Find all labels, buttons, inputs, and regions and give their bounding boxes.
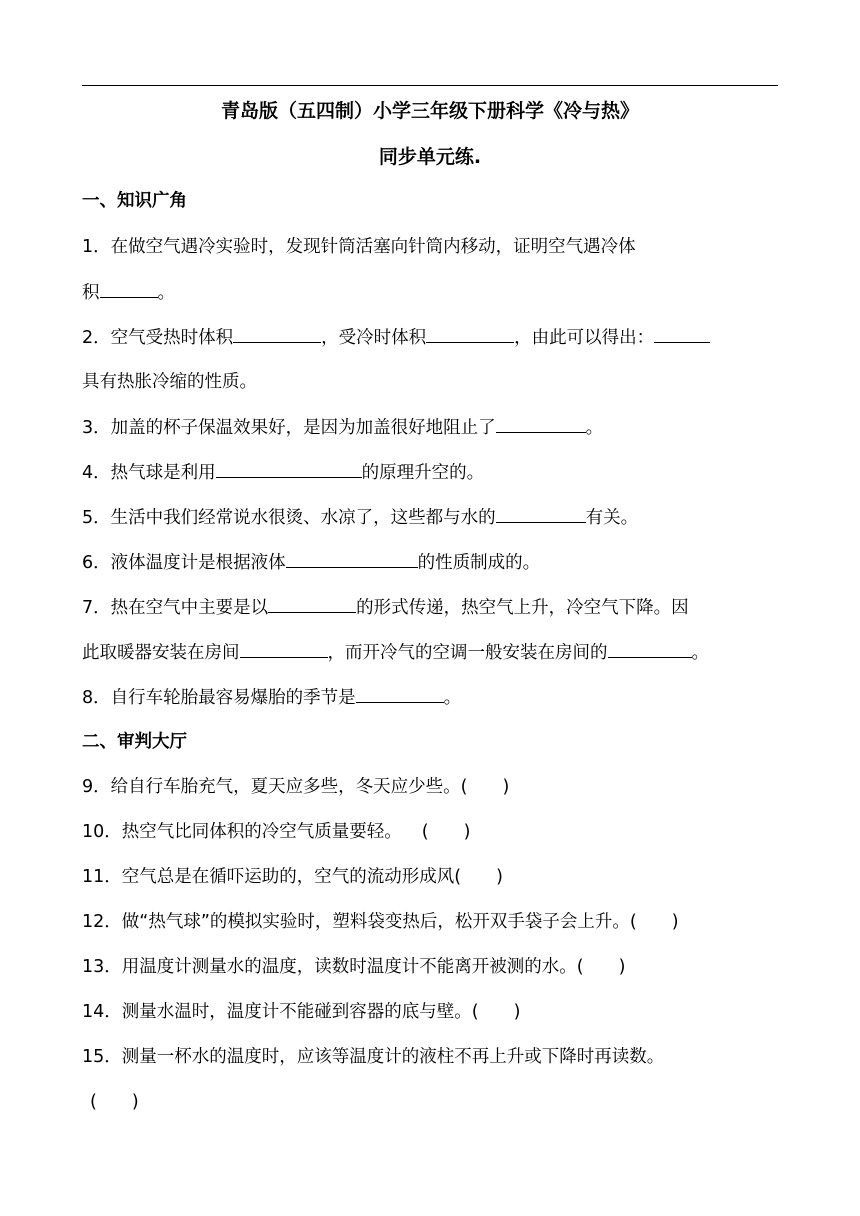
question-text: 的原理升空的。 (361, 463, 485, 483)
question-8 (82, 685, 782, 710)
answer-blank[interactable] (608, 640, 692, 658)
answer-blank[interactable] (216, 460, 362, 478)
answer-parentheses[interactable]: ( ) (421, 822, 471, 842)
header-rule (82, 85, 778, 86)
question-11 (82, 865, 782, 889)
answer-blank[interactable] (356, 685, 444, 703)
section-heading-knowledge: 一、知识广角 (82, 191, 187, 211)
question-text: ，而开冷气的空调一般安装在房间的 (327, 643, 608, 663)
answer-blank[interactable] (654, 325, 710, 343)
question-text: 。 (157, 283, 175, 303)
question-text: 6．液体温度计是根据液体 (82, 553, 286, 573)
question-text: 8．自行车轮胎最容易爆胎的季节是 (82, 688, 356, 708)
question-text: 此取暖器安装在房间 (82, 643, 240, 663)
answer-parentheses[interactable]: ( ) (576, 957, 626, 977)
question-5 (82, 505, 782, 530)
question-15-line-2 (90, 1090, 790, 1114)
question-text: 14．测量水温时，温度计不能碰到容器的底与壁。 (82, 1002, 472, 1022)
question-12 (82, 910, 782, 934)
question-text: 5．生活中我们经常说水很烫、水凉了，这些都与水的 (82, 508, 496, 528)
answer-parentheses[interactable]: ( ) (471, 1002, 521, 1022)
answer-blank[interactable] (286, 550, 418, 568)
answer-parentheses[interactable]: ( ) (629, 912, 679, 932)
answer-blank[interactable] (268, 595, 356, 613)
answer-blank[interactable] (240, 640, 328, 658)
question-2-line-2 (82, 370, 782, 394)
question-text: 9．给自行车胎充气，夏天应多些，冬天应少些。 (82, 777, 461, 797)
question-7-line-1 (82, 595, 782, 620)
answer-blank[interactable] (496, 415, 586, 433)
question-10 (82, 820, 782, 844)
question-text: 。 (691, 643, 709, 663)
question-6 (82, 550, 782, 575)
question-text: 。 (443, 688, 462, 708)
question-text: 4．热气球是利用 (82, 463, 216, 483)
question-9 (82, 775, 782, 799)
question-text: 的形式传递，热空气上升，冷空气下降。因 (356, 598, 689, 618)
section-heading-judgment: 二、审判大厅 (82, 732, 187, 752)
question-text: 11．空气总是在循吓运助的，空气的流动形成风 (82, 867, 455, 887)
page-subtitle: 同步单元练. (378, 146, 482, 168)
question-text: 10．热空气比同体积的冷空气质量要轻。 (82, 822, 402, 842)
question-text: 3．加盖的杯子保温效果好，是因为加盖很好地阻止了 (82, 418, 496, 438)
page-title: 青岛版（五四制）小学三年级下册科学《冷与热》 (220, 100, 639, 122)
answer-parentheses[interactable]: ( ) (454, 867, 503, 887)
question-3 (82, 415, 782, 440)
question-text: 15．测量一杯水的温度时，应该等温度计的液柱不再上升或下降时再读数。 (82, 1047, 665, 1067)
answer-blank[interactable] (426, 325, 514, 343)
question-1-line-2 (82, 280, 782, 305)
question-text: 。 (585, 418, 604, 438)
question-text: ，受冷时体积 (321, 328, 427, 348)
question-text: 有关。 (585, 508, 639, 528)
question-13 (82, 955, 782, 979)
question-4 (82, 460, 782, 485)
question-text: 积 (82, 283, 100, 303)
question-text: 13．用温度计测量水的温度，读数时温度计不能离开被测的水。 (82, 957, 577, 977)
question-text: 具有热胀冷缩的性质。 (82, 372, 257, 392)
answer-parentheses[interactable]: ( ) (90, 1092, 139, 1112)
question-14 (82, 1000, 782, 1024)
question-text: 7．热在空气中主要是以 (82, 598, 269, 618)
answer-blank[interactable] (233, 325, 321, 343)
question-text: 1．在做空气遇冷实验时，发现针筒活塞向针筒内移动，证明空气遇冷体 (82, 237, 636, 257)
question-15-line-1 (82, 1045, 782, 1069)
question-2-line-1 (82, 325, 782, 350)
question-text: ，由此可以得出： (514, 328, 655, 348)
question-7-line-2 (82, 640, 782, 665)
question-text: 2．空气受热时体积 (82, 328, 234, 348)
answer-blank[interactable] (496, 505, 586, 523)
answer-parentheses[interactable]: ( ) (460, 777, 510, 797)
answer-blank[interactable] (100, 280, 158, 298)
question-text: 的性质制成的。 (417, 553, 541, 573)
question-1-line-1 (82, 235, 782, 259)
question-text: 12．做“热气球”的模拟实验时，塑料袋变热后，松开双手袋子会上升。 (82, 912, 630, 932)
